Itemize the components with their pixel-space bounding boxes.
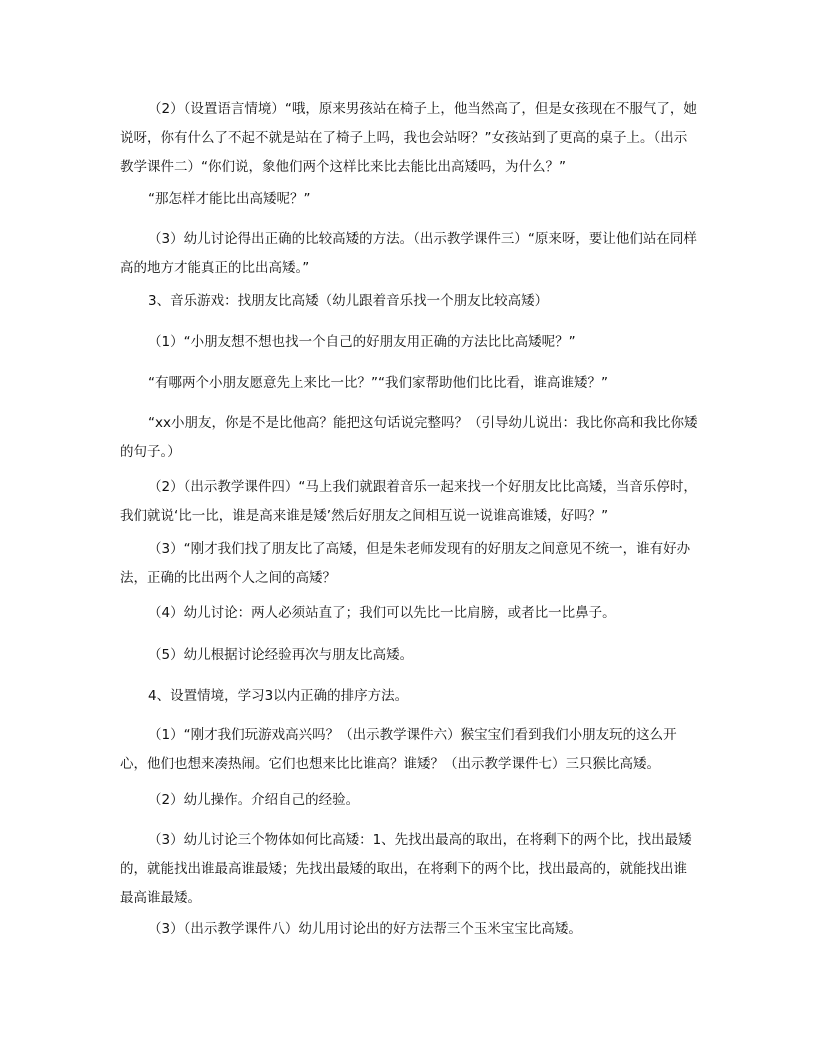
paragraph-compare-again: （5）幼儿根据讨论经验再次与朋友比高矮。	[148, 647, 414, 663]
paragraph-sorting-method: 4、设置情境，学习3以内正确的排序方法。	[148, 688, 409, 704]
paragraph-find-friend: （1）“小朋友想不想也找一个自己的好朋友用正确的方法比比高矮呢？”	[148, 334, 576, 350]
paragraph-operation: （2）幼儿操作。介绍自己的经验。	[148, 792, 360, 808]
paragraph-stand-straight: （4）幼儿讨论：两人必须站直了；我们可以先比一比肩膀，或者比一比鼻子。	[148, 605, 616, 621]
paragraph-disagreement: （3）“刚才我们找了朋友比了高矮，但是朱老师发现有的好朋友之间意见不统一，谁有好办法，正确的比出两个人之间的高矮？	[120, 541, 691, 586]
paragraph-language-scene: （2）（设置语言情境）“哦，原来男孩站在椅子上，他当然高了，但是女孩现在不服气了，她说呀，你有什么了不起不就是站在了椅子上吗，我也会站呀？”女孩站到了更高的桌子上。（出示教学课件二）“你们说，象他们两个这样比来比去能比出高矮吗，为什么？”	[120, 101, 697, 175]
paragraph-monkeys: （1）“刚才我们玩游戏高兴吗？（出示教学课件六）猴宝宝们看到我们小朋友玩的这么开心，他们也想来凑热闹。它们也想来比比谁高？谁矮？（出示教学课件七）三只猴比高矮。	[120, 727, 677, 772]
paragraph-how-compare: “那怎样才能比出高矮呢？”	[148, 191, 311, 207]
paragraph-complete-sentence: “xx小朋友，你是不是比他高？能把这句话说完整吗？（引导幼儿说出：我比你高和我比你矮的句子。）	[120, 415, 698, 460]
paragraph-discussion-method: （3）幼儿讨论得出正确的比较高矮的方法。（出示教学课件三）“原来呀，要让他们站在同样高的地方才能真正的比出高矮。”	[120, 231, 697, 276]
paragraph-music-game: 3、音乐游戏：找朋友比高矮（幼儿跟着音乐找一个朋友比较高矮）	[148, 293, 549, 309]
paragraph-who-first: “有哪两个小朋友愿意先上来比一比？”“我们家帮助他们比比看，谁高谁矮？”	[148, 375, 608, 391]
paragraph-corn-babies: （3）（出示教学课件八）幼儿用讨论出的好方法帮三个玉米宝宝比高矮。	[148, 921, 582, 937]
paragraph-three-objects: （3）幼儿讨论三个物体如何比高矮：1、先找出最高的取出，在将剩下的两个比，找出最矮的，就能找出谁最高谁最矮；先找出最矮的取出，在将剩下的两个比，找出最高的，就能找出谁最高谁最矮。	[120, 832, 692, 906]
paragraph-music-compare: （2）（出示教学课件四）“马上我们就跟着音乐一起来找一个好朋友比比高矮，当音乐停时，我们就说‘比一比，谁是高来谁是矮’然后好朋友之间相互说一说谁高谁矮，好吗？”	[120, 479, 697, 524]
